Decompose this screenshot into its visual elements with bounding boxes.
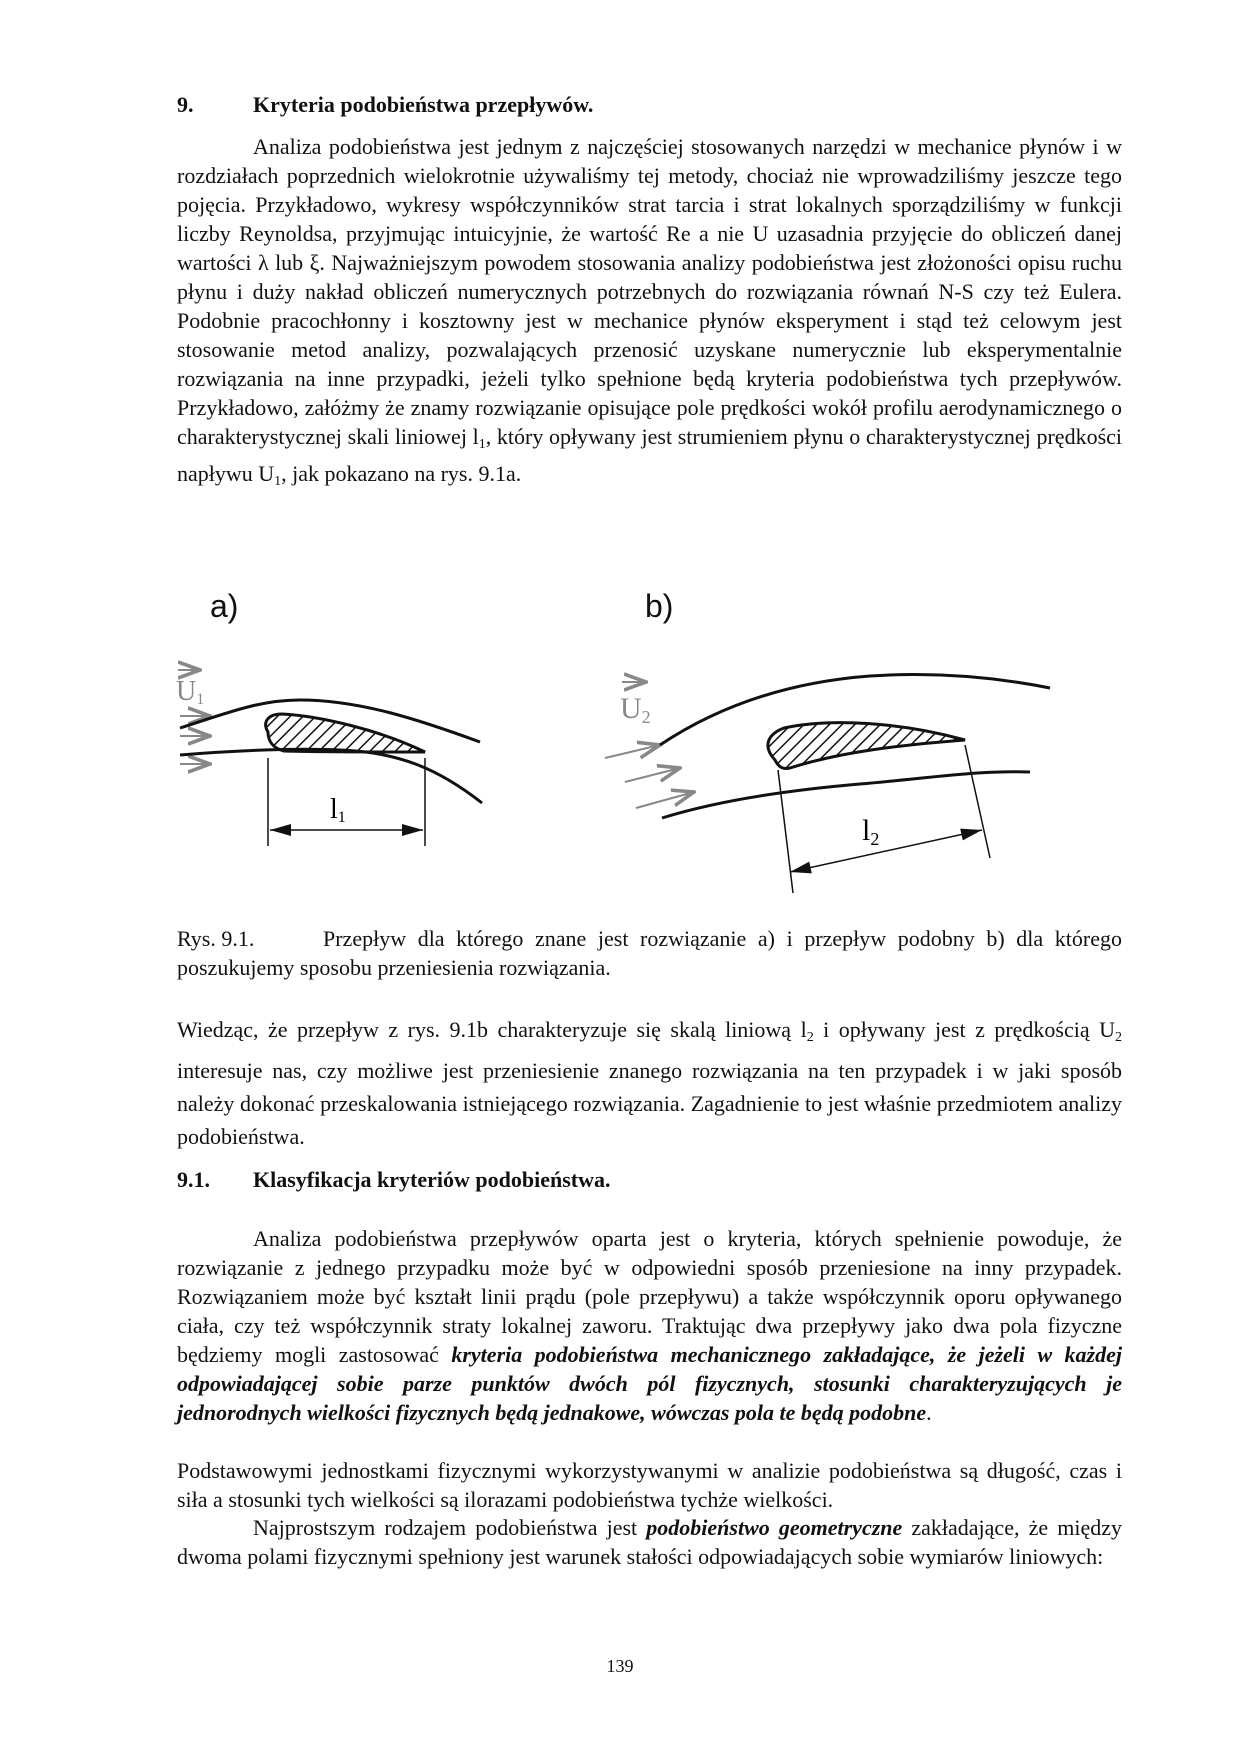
section-number: 9. xyxy=(177,92,194,117)
caption-text: Przepływ dla którego znane jest rozwiązanie a) i przepływ podobny b) dla którego poszukujemy sposobu przeniesienia rozwiązania. xyxy=(177,926,1122,980)
flow-figure xyxy=(0,640,1240,900)
panel-a xyxy=(176,670,482,846)
inflow-arrow-icon xyxy=(636,792,694,808)
subsection-heading xyxy=(177,1167,611,1193)
intro-text-5: . Najważniejszym powodem stosowania analizy podobieństwa jest złożoności opisu ruchu płynu i duży nakład obliczeń numerycznych potrzebnych do rozwiązania równań N-S czy też Eulera. Podobnie pracochłonny i kosztowny jest w mechanice płynów eksperyment i stąd też celowym jest stosowanie metod analizy, pozwalających przenosić uzyskane numerycznie lub eksperymentalnie rozwiązania na inne przypadki, jeżeli tylko spełnione będą kryteria podobieństwa tych przepływów. Przykładowo, załóżmy że znamy rozwiązanie opisujące pole prędkości wokół profilu aerodynamicznego o charakterystycznej skali liniowej xyxy=(177,250,1122,449)
xi-symbol: ξ xyxy=(309,250,320,275)
figure-label-b: b) xyxy=(645,588,674,624)
velocity-subscript: 2 xyxy=(1115,1030,1122,1045)
caption-number: Rys. 9.1. xyxy=(177,926,255,951)
airfoil-b xyxy=(768,723,965,769)
after-text-1: Wiedząc, że przepływ z rys. 9.1b charakteryzuje się skalą liniową xyxy=(177,1017,801,1042)
figure-label-a: a) xyxy=(210,588,239,624)
page-number: 139 xyxy=(606,1656,634,1676)
length-symbol: l xyxy=(800,1017,807,1042)
geometric-text-1: Najprostszym rodzajem podobieństwa jest xyxy=(253,1515,647,1540)
intro-text-7: , jak pokazano na rys. 9.1a. xyxy=(281,461,522,486)
length-subscript: 2 xyxy=(806,1030,814,1045)
section-heading xyxy=(177,92,593,118)
length-label-b: l2 xyxy=(862,814,880,849)
velocity-label-b: U2 xyxy=(620,692,651,727)
inflow-velocity-subscript: 1 xyxy=(274,474,282,489)
dimension-line-b xyxy=(790,830,982,872)
lambda-symbol: λ xyxy=(257,250,269,275)
length-symbol: l xyxy=(472,424,479,449)
subsection-title: Klasyfikacja kryteriów podobieństwa. xyxy=(253,1167,611,1192)
reynolds-symbol: Re xyxy=(666,221,691,246)
criteria-text-2: . xyxy=(926,1400,932,1425)
intro-paragraph xyxy=(177,132,1122,496)
streamline-lower xyxy=(662,772,1030,818)
after-text-3: interesuje nas, czy możliwe jest przeniesienie znanego rozwiązania na ten przypadek i w jaki sposób należy dokonać przeskalowania istniejącego rozwiązania. Zagadnienie to jest właśnie przedmiotem analizy podobieństwa. xyxy=(177,1058,1122,1149)
geometric-similarity-paragraph xyxy=(177,1513,1122,1571)
velocity-symbol: U xyxy=(752,221,769,246)
criteria-emphasis-bold: kryteria xyxy=(451,1342,523,1367)
intro-text-3: uzasadnia przyjęcie do obliczeń danej wartości xyxy=(177,221,1122,275)
intro-text-1: Analiza podobieństwa jest jednym z najczęściej stosowanych narzędzi w mechanice płynów i w rozdziałach poprzednich wielokrotnie używaliśmy tej metody, chociaż nie wprowadziliśmy jeszcze tego pojęcia. Przykładowo, wykresy współczynników strat tarcia i strat lokalnych sporządziliśmy w funkcji liczby Reynoldsa, przyjmując intuicyjnie, że wartość xyxy=(177,134,1122,246)
airfoil-a xyxy=(266,714,425,752)
intro-text-6: , który opływany jest strumieniem płynu o charakterystycznej prędkości napływu xyxy=(177,424,1123,486)
length-label-a: l1 xyxy=(330,794,346,826)
figure-caption xyxy=(177,924,1122,982)
units-paragraph: Podstawowymi jednostkami fizycznymi wykorzystywanymi w analizie podobieństwa są długość, czas i siła a stosunki tych wielkości są ilorazami podobieństwa tychże wielkości. xyxy=(177,1458,1122,1512)
subsection-number: 9.1. xyxy=(177,1167,210,1192)
criteria-paragraph xyxy=(177,1224,1122,1427)
velocity-symbol: U xyxy=(1099,1017,1115,1042)
after-text-2: i opływany jest z prędkością xyxy=(813,1017,1100,1042)
criteria-emphasis: podobieństwa mechanicznego zakładające, że jeżeli w każdej odpowiadającej sobie parze punktów dwóch pól fizycznych, stosunki charakteryzujących je jednorodnych wielkości fizycznych będą jednakowe, wówczas pola te będą podobne xyxy=(177,1342,1122,1425)
extension-line xyxy=(965,745,990,858)
geometric-emphasis: podobieństwo geometryczne xyxy=(646,1515,903,1540)
extension-line xyxy=(778,770,793,893)
inflow-velocity-symbol: U xyxy=(258,461,275,486)
panel-b xyxy=(605,675,1050,894)
intro-text-4: lub xyxy=(268,250,310,275)
length-subscript: 1 xyxy=(478,437,486,452)
geometric-text-2: zakładające, że między dwoma polami fizycznymi spełniony jest warunek stałości odpowiadających sobie wymiarów liniowych: xyxy=(177,1515,1122,1569)
inflow-arrow-icon xyxy=(605,745,660,758)
criteria-text-1: Analiza podobieństwa przepływów oparta jest o kryteria, których spełnienie powoduje, że rozwiązanie z jednego przypadku może być w odpowiedni sposób przeniesione na inny przypadek. Rozwiązaniem może być kształt linii prądu (pole przepływu) a także współczynnik oporu opływanego ciała, czy też współczynnik straty lokalnej zaworu. Traktując dwa przepływy jako dwa pola fizyczne będziemy mogli zastosować xyxy=(177,1226,1122,1367)
velocity-label-a: U1 xyxy=(176,676,205,708)
inflow-arrow-icon xyxy=(625,768,680,782)
section-title: Kryteria podobieństwa przepływów. xyxy=(253,92,594,117)
after-figure-paragraph xyxy=(177,1013,1122,1153)
intro-text-2: a nie xyxy=(690,221,753,246)
